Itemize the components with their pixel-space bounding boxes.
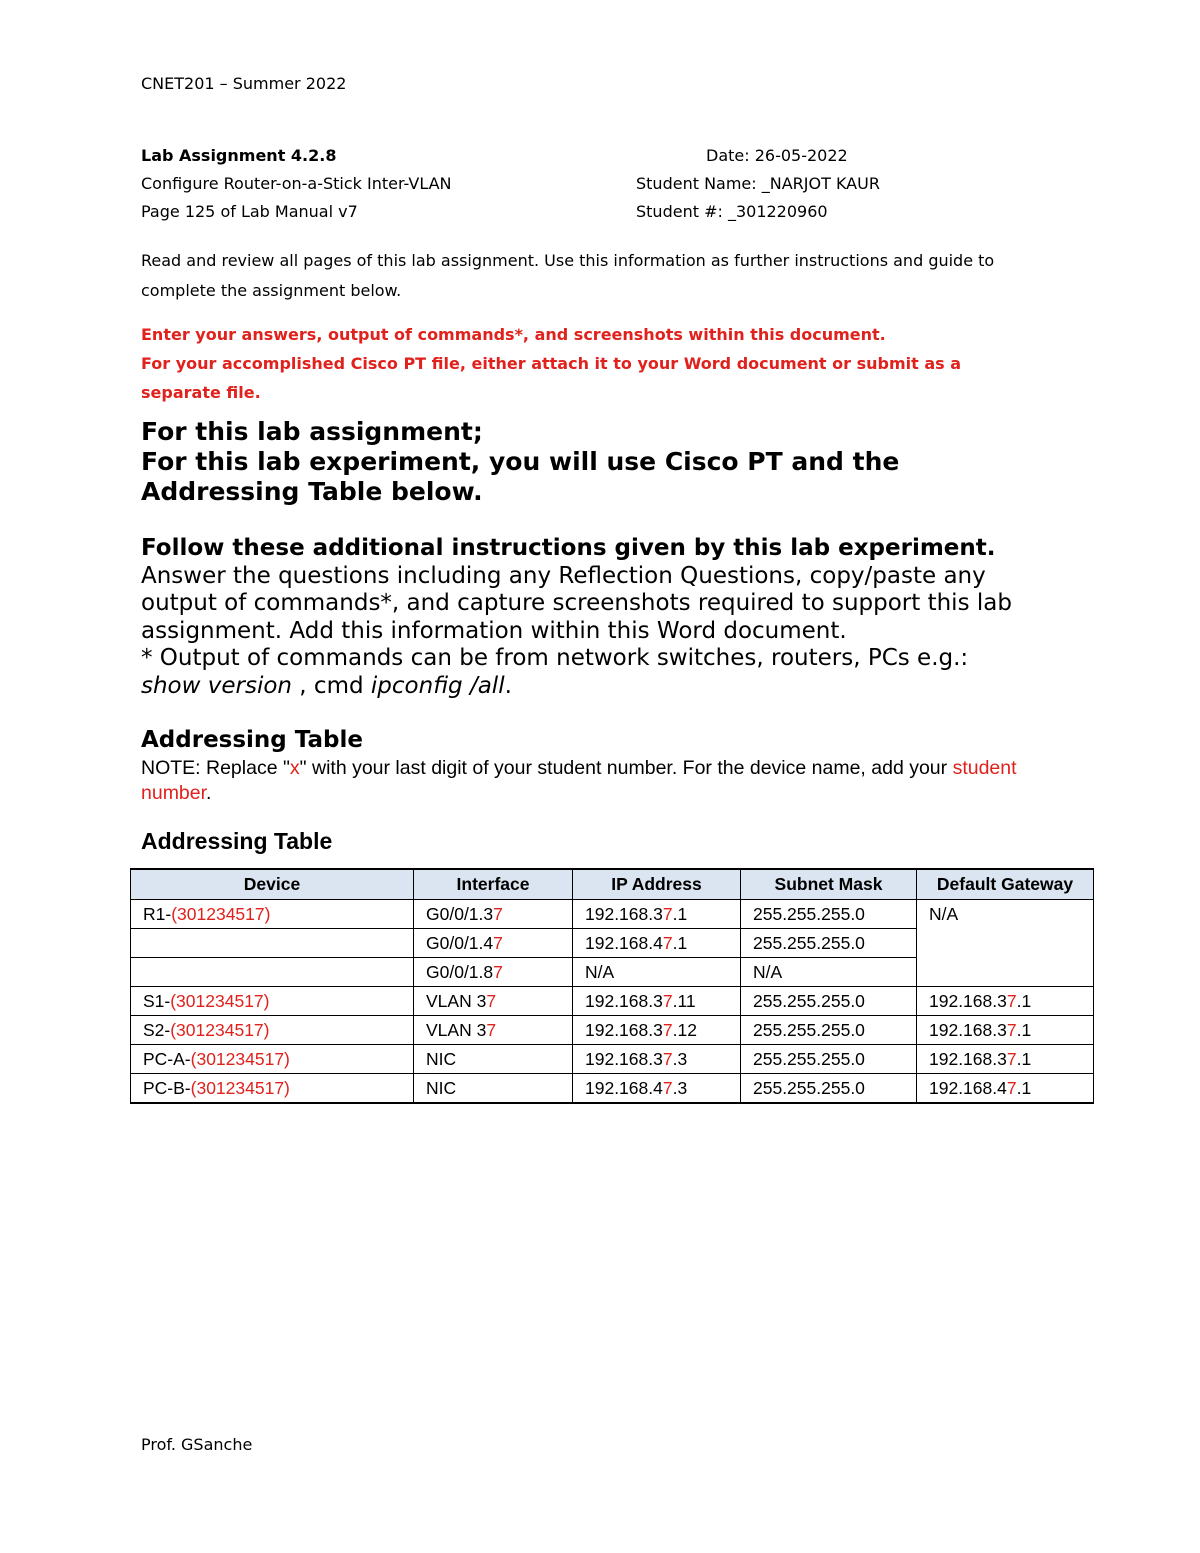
follow-body: Answer the questions including any Reflection Questions, copy/paste any output of commands*, and capture screenshots required to support this lab assignment. Add this information within this Word document. <box>141 562 1012 644</box>
addressing-table-heading: Addressing Table <box>141 727 363 753</box>
mask-cell: 255.255.255.0 <box>741 1016 917 1045</box>
interface-cell: G0/0/1.37 <box>414 900 573 929</box>
follow-instructions-block <box>141 535 1061 700</box>
interface-cell: NIC <box>414 1074 573 1104</box>
lab-page-reference: Page 125 of Lab Manual v7 <box>141 202 358 221</box>
heading-line-2: For this lab experiment, you will use Cisco PT and the Addressing Table below. <box>141 447 900 506</box>
student-number: Student #: _301220960 <box>636 202 828 221</box>
note-student-number: student number <box>141 757 1017 804</box>
student-name: Student Name: _NARJOT KAUR <box>636 174 880 193</box>
device-cell <box>131 958 414 987</box>
gateway-cell: 192.168.37.1 <box>917 987 1094 1016</box>
commands-note: * Output of commands can be from network switches, routers, PCs e.g.: show version , cmd ipconfig /all. <box>141 645 969 699</box>
follow-heading: Follow these additional instructions given by this lab experiment. <box>141 535 996 561</box>
interface-cell: VLAN 37 <box>414 987 573 1016</box>
addressing-note: NOTE: Replace "x" with your last digit of your student number. For the device name, add your student number. <box>141 757 1017 804</box>
cmd-show-version: show version <box>141 672 292 699</box>
ip-cell: 192.168.47.3 <box>573 1074 741 1104</box>
table-row <box>131 1074 1094 1104</box>
device-cell: R1-(301234517) <box>131 900 414 929</box>
mask-cell: 255.255.255.0 <box>741 929 917 958</box>
table-row <box>131 900 1094 929</box>
device-cell: PC-B-(301234517) <box>131 1074 414 1104</box>
note-x: x <box>289 757 300 779</box>
device-cell: S2-(301234517) <box>131 1016 414 1045</box>
cmd-ipconfig: ipconfig /all <box>370 672 505 699</box>
mask-cell: 255.255.255.0 <box>741 1074 917 1104</box>
gateway-cell: N/A <box>917 900 1094 987</box>
col-header-subnet-mask: Subnet Mask <box>741 869 917 900</box>
col-header-ip-address: IP Address <box>573 869 741 900</box>
lab-heading-block <box>141 417 1041 507</box>
red-instructions <box>141 320 1046 407</box>
col-header-device: Device <box>131 869 414 900</box>
cmd-separator: , cmd <box>292 672 371 699</box>
lab-title: Lab Assignment 4.2.8 <box>141 146 337 165</box>
device-cell <box>131 929 414 958</box>
page-header: CNET201 – Summer 2022 <box>141 74 347 93</box>
gateway-cell: 192.168.37.1 <box>917 1045 1094 1074</box>
ip-cell: 192.168.37.1 <box>573 900 741 929</box>
mask-cell: 255.255.255.0 <box>741 1045 917 1074</box>
mask-cell: 255.255.255.0 <box>741 987 917 1016</box>
commands-note-prefix: * Output of commands can be from network switches, routers, PCs e.g.: <box>141 645 969 671</box>
gateway-cell: 192.168.47.1 <box>917 1074 1094 1104</box>
device-cell: PC-A-(301234517) <box>131 1045 414 1074</box>
red-instruction-line-2: For your accomplished Cisco PT file, either attach it to your Word document or submit as a separate file. <box>141 354 962 402</box>
lab-subtitle: Configure Router-on-a-Stick Inter-VLAN <box>141 174 452 193</box>
interface-cell: G0/0/1.47 <box>414 929 573 958</box>
page-footer: Prof. GSanche <box>141 1435 253 1454</box>
interface-cell: G0/0/1.87 <box>414 958 573 987</box>
heading-line-1: For this lab assignment; <box>141 417 483 446</box>
addressing-table <box>130 868 1094 1104</box>
interface-cell: VLAN 37 <box>414 1016 573 1045</box>
addressing-table-title: Addressing Table <box>141 828 333 854</box>
mask-cell: N/A <box>741 958 917 987</box>
red-instruction-line-1: Enter your answers, output of commands*, and screenshots within this document. <box>141 325 886 344</box>
col-header-interface: Interface <box>414 869 573 900</box>
ip-cell: 192.168.37.11 <box>573 987 741 1016</box>
device-cell: S1-(301234517) <box>131 987 414 1016</box>
ip-cell: N/A <box>573 958 741 987</box>
mask-cell: 255.255.255.0 <box>741 900 917 929</box>
ip-cell: 192.168.47.1 <box>573 929 741 958</box>
table-header-row <box>131 869 1094 900</box>
table-row <box>131 1016 1094 1045</box>
read-review-paragraph: Read and review all pages of this lab assignment. Use this information as further instructions and guide to complete the assignment below. <box>141 251 995 300</box>
gateway-cell: 192.168.37.1 <box>917 1016 1094 1045</box>
col-header-default-gateway: Default Gateway <box>917 869 1094 900</box>
interface-cell: NIC <box>414 1045 573 1074</box>
lab-date: Date: 26-05-2022 <box>706 146 848 165</box>
table-row <box>131 987 1094 1016</box>
ip-cell: 192.168.37.12 <box>573 1016 741 1045</box>
ip-cell: 192.168.37.3 <box>573 1045 741 1074</box>
table-row <box>131 1045 1094 1074</box>
